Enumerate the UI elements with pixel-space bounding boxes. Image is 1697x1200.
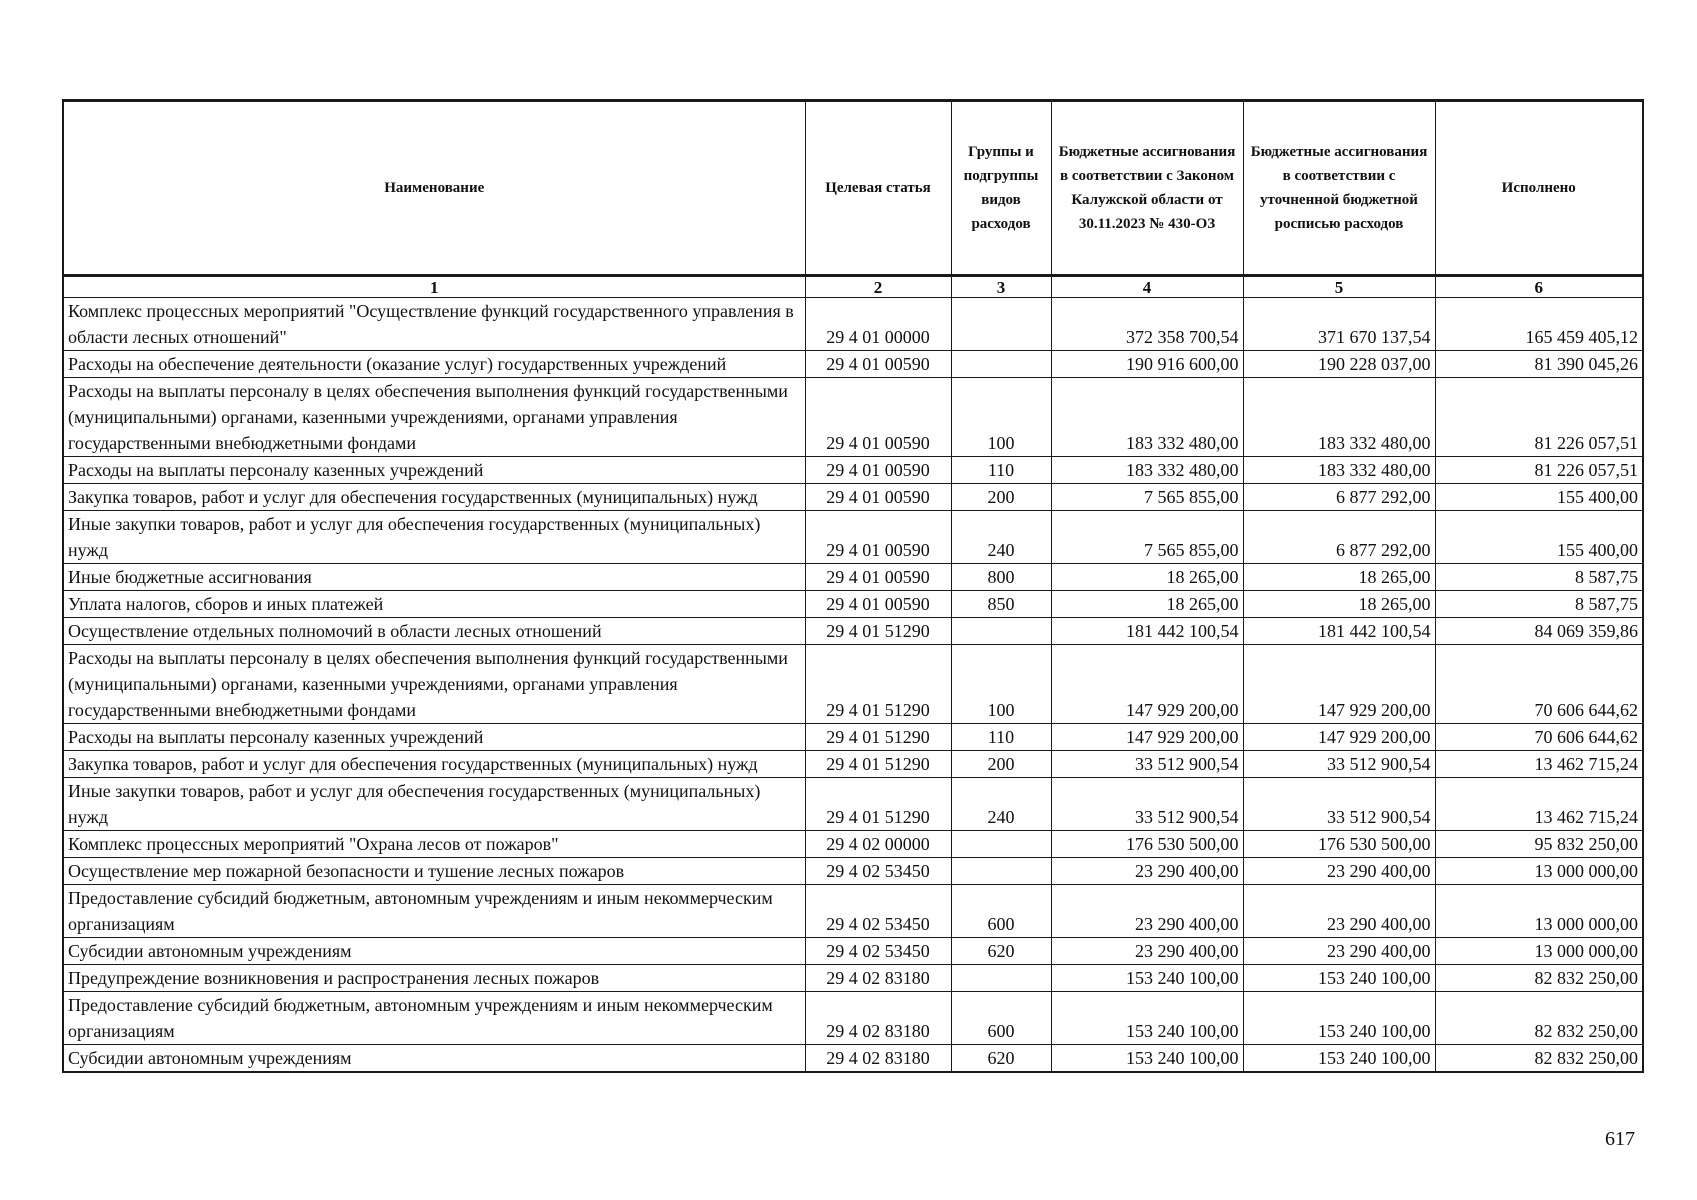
row-executed-amount: 8 587,75 (1435, 564, 1643, 591)
row-group-code (951, 965, 1051, 992)
table-row (63, 778, 1643, 831)
row-name: Закупка товаров, работ и услуг для обеспечения государственных (муниципальных) нужд (63, 751, 805, 778)
row-law-amount: 372 358 700,54 (1051, 298, 1243, 351)
row-refined-amount: 6 877 292,00 (1243, 484, 1435, 511)
row-law-amount: 183 332 480,00 (1051, 378, 1243, 457)
table-row (63, 618, 1643, 645)
row-refined-amount: 183 332 480,00 (1243, 457, 1435, 484)
row-law-amount: 7 565 855,00 (1051, 511, 1243, 564)
row-name: Расходы на обеспечение деятельности (оказание услуг) государственных учреждений (63, 351, 805, 378)
row-executed-amount: 70 606 644,62 (1435, 645, 1643, 724)
row-executed-amount: 95 832 250,00 (1435, 831, 1643, 858)
row-target-code: 29 4 02 53450 (805, 858, 951, 885)
row-refined-amount: 371 670 137,54 (1243, 298, 1435, 351)
row-refined-amount: 18 265,00 (1243, 591, 1435, 618)
table-row (63, 511, 1643, 564)
row-executed-amount: 13 462 715,24 (1435, 751, 1643, 778)
row-executed-amount: 81 226 057,51 (1435, 457, 1643, 484)
row-name: Расходы на выплаты персоналу в целях обеспечения выполнения функций государственными (муниципальными) органами, казенными учреждениями, органами управления государственными внебюджетными фондами (63, 645, 805, 724)
row-name: Предоставление субсидий бюджетным, автономным учреждениям и иным некоммерческим организациям (63, 992, 805, 1045)
table-row (63, 1045, 1643, 1073)
row-target-code: 29 4 01 00590 (805, 378, 951, 457)
row-refined-amount: 153 240 100,00 (1243, 965, 1435, 992)
table-row (63, 298, 1643, 351)
row-executed-amount: 81 390 045,26 (1435, 351, 1643, 378)
row-law-amount: 181 442 100,54 (1051, 618, 1243, 645)
table-row (63, 938, 1643, 965)
header-name: Наименование (63, 101, 805, 276)
row-target-code: 29 4 02 53450 (805, 938, 951, 965)
row-group-code: 600 (951, 992, 1051, 1045)
row-target-code: 29 4 02 83180 (805, 965, 951, 992)
row-target-code: 29 4 01 51290 (805, 618, 951, 645)
header-executed: Исполнено (1435, 101, 1643, 276)
table-row (63, 645, 1643, 724)
row-target-code: 29 4 01 00590 (805, 511, 951, 564)
row-group-code (951, 618, 1051, 645)
row-group-code: 800 (951, 564, 1051, 591)
row-name: Осуществление мер пожарной безопасности и тушение лесных пожаров (63, 858, 805, 885)
row-law-amount: 33 512 900,54 (1051, 751, 1243, 778)
row-refined-amount: 33 512 900,54 (1243, 751, 1435, 778)
row-target-code: 29 4 01 00590 (805, 564, 951, 591)
budget-table (62, 99, 1644, 1073)
row-law-amount: 23 290 400,00 (1051, 885, 1243, 938)
row-group-code: 620 (951, 1045, 1051, 1073)
row-group-code (951, 351, 1051, 378)
header-row (63, 101, 1643, 276)
table-row (63, 858, 1643, 885)
row-name: Комплекс процессных мероприятий "Осуществление функций государственного управления в области лесных отношений" (63, 298, 805, 351)
column-number: 4 (1051, 276, 1243, 298)
column-number: 5 (1243, 276, 1435, 298)
row-name: Уплата налогов, сборов и иных платежей (63, 591, 805, 618)
row-refined-amount: 18 265,00 (1243, 564, 1435, 591)
column-number: 2 (805, 276, 951, 298)
table-row (63, 564, 1643, 591)
row-executed-amount: 155 400,00 (1435, 511, 1643, 564)
row-target-code: 29 4 01 51290 (805, 724, 951, 751)
row-group-code: 620 (951, 938, 1051, 965)
row-name: Расходы на выплаты персоналу казенных учреждений (63, 724, 805, 751)
row-executed-amount: 165 459 405,12 (1435, 298, 1643, 351)
row-name: Предоставление субсидий бюджетным, автономным учреждениям и иным некоммерческим организациям (63, 885, 805, 938)
row-name: Субсидии автономным учреждениям (63, 938, 805, 965)
table-row (63, 965, 1643, 992)
header-target: Целевая статья (805, 101, 951, 276)
row-law-amount: 33 512 900,54 (1051, 778, 1243, 831)
row-name: Закупка товаров, работ и услуг для обеспечения государственных (муниципальных) нужд (63, 484, 805, 511)
row-target-code: 29 4 01 00590 (805, 457, 951, 484)
table-row (63, 751, 1643, 778)
table-row (63, 591, 1643, 618)
row-name: Расходы на выплаты персоналу казенных учреждений (63, 457, 805, 484)
row-target-code: 29 4 02 83180 (805, 992, 951, 1045)
row-law-amount: 190 916 600,00 (1051, 351, 1243, 378)
row-law-amount: 153 240 100,00 (1051, 1045, 1243, 1073)
row-law-amount: 147 929 200,00 (1051, 645, 1243, 724)
row-target-code: 29 4 01 00590 (805, 591, 951, 618)
row-refined-amount: 183 332 480,00 (1243, 378, 1435, 457)
row-refined-amount: 176 530 500,00 (1243, 831, 1435, 858)
row-executed-amount: 82 832 250,00 (1435, 965, 1643, 992)
row-refined-amount: 23 290 400,00 (1243, 938, 1435, 965)
row-group-code (951, 298, 1051, 351)
row-group-code: 100 (951, 645, 1051, 724)
page-number: 617 (1605, 1128, 1635, 1150)
row-group-code: 110 (951, 724, 1051, 751)
row-executed-amount: 13 000 000,00 (1435, 885, 1643, 938)
column-number: 3 (951, 276, 1051, 298)
row-refined-amount: 153 240 100,00 (1243, 992, 1435, 1045)
table-row (63, 885, 1643, 938)
table-row (63, 484, 1643, 511)
row-name: Комплекс процессных мероприятий "Охрана лесов от пожаров" (63, 831, 805, 858)
header-groups: Группы и подгруппы видов расходов (951, 101, 1051, 276)
row-name: Осуществление отдельных полномочий в области лесных отношений (63, 618, 805, 645)
row-group-code: 850 (951, 591, 1051, 618)
row-target-code: 29 4 01 00000 (805, 298, 951, 351)
row-refined-amount: 6 877 292,00 (1243, 511, 1435, 564)
row-refined-amount: 147 929 200,00 (1243, 645, 1435, 724)
row-law-amount: 23 290 400,00 (1051, 938, 1243, 965)
row-target-code: 29 4 02 00000 (805, 831, 951, 858)
row-executed-amount: 8 587,75 (1435, 591, 1643, 618)
row-law-amount: 23 290 400,00 (1051, 858, 1243, 885)
row-refined-amount: 147 929 200,00 (1243, 724, 1435, 751)
row-group-code: 200 (951, 751, 1051, 778)
row-law-amount: 147 929 200,00 (1051, 724, 1243, 751)
row-target-code: 29 4 01 51290 (805, 778, 951, 831)
row-target-code: 29 4 01 51290 (805, 751, 951, 778)
row-law-amount: 7 565 855,00 (1051, 484, 1243, 511)
row-executed-amount: 81 226 057,51 (1435, 378, 1643, 457)
column-number-row (63, 276, 1643, 298)
budget-table-container (62, 99, 1642, 1073)
row-group-code: 240 (951, 778, 1051, 831)
column-number: 6 (1435, 276, 1643, 298)
row-group-code: 240 (951, 511, 1051, 564)
table-body (63, 298, 1643, 1073)
row-name: Субсидии автономным учреждениям (63, 1045, 805, 1073)
row-law-amount: 18 265,00 (1051, 591, 1243, 618)
row-law-amount: 153 240 100,00 (1051, 965, 1243, 992)
row-refined-amount: 190 228 037,00 (1243, 351, 1435, 378)
row-name: Расходы на выплаты персоналу в целях обеспечения выполнения функций государственными (муниципальными) органами, казенными учреждениями, органами управления государственными внебюджетными фондами (63, 378, 805, 457)
table-row (63, 831, 1643, 858)
row-name: Предупреждение возникновения и распространения лесных пожаров (63, 965, 805, 992)
table-row (63, 351, 1643, 378)
row-target-code: 29 4 02 53450 (805, 885, 951, 938)
row-target-code: 29 4 01 51290 (805, 645, 951, 724)
row-law-amount: 18 265,00 (1051, 564, 1243, 591)
header-law: Бюджетные ассигнования в соответствии с Законом Калужской области от 30.11.2023 № 430-ОЗ (1051, 101, 1243, 276)
row-target-code: 29 4 02 83180 (805, 1045, 951, 1073)
row-name: Иные бюджетные ассигнования (63, 564, 805, 591)
row-refined-amount: 23 290 400,00 (1243, 885, 1435, 938)
row-executed-amount: 70 606 644,62 (1435, 724, 1643, 751)
row-executed-amount: 82 832 250,00 (1435, 1045, 1643, 1073)
row-law-amount: 153 240 100,00 (1051, 992, 1243, 1045)
column-number: 1 (63, 276, 805, 298)
row-group-code (951, 831, 1051, 858)
header-refined: Бюджетные ассигнования в соответствии с уточненной бюджетной росписью расходов (1243, 101, 1435, 276)
row-refined-amount: 23 290 400,00 (1243, 858, 1435, 885)
row-refined-amount: 33 512 900,54 (1243, 778, 1435, 831)
row-name: Иные закупки товаров, работ и услуг для обеспечения государственных (муниципальных) нужд (63, 511, 805, 564)
table-row (63, 457, 1643, 484)
row-refined-amount: 153 240 100,00 (1243, 1045, 1435, 1073)
row-group-code: 100 (951, 378, 1051, 457)
row-executed-amount: 13 000 000,00 (1435, 858, 1643, 885)
table-row (63, 992, 1643, 1045)
row-target-code: 29 4 01 00590 (805, 484, 951, 511)
row-executed-amount: 13 462 715,24 (1435, 778, 1643, 831)
row-executed-amount: 155 400,00 (1435, 484, 1643, 511)
row-executed-amount: 84 069 359,86 (1435, 618, 1643, 645)
row-group-code: 600 (951, 885, 1051, 938)
row-group-code (951, 858, 1051, 885)
row-target-code: 29 4 01 00590 (805, 351, 951, 378)
row-refined-amount: 181 442 100,54 (1243, 618, 1435, 645)
row-group-code: 200 (951, 484, 1051, 511)
row-executed-amount: 82 832 250,00 (1435, 992, 1643, 1045)
row-executed-amount: 13 000 000,00 (1435, 938, 1643, 965)
row-group-code: 110 (951, 457, 1051, 484)
row-name: Иные закупки товаров, работ и услуг для обеспечения государственных (муниципальных) нужд (63, 778, 805, 831)
table-row (63, 724, 1643, 751)
table-row (63, 378, 1643, 457)
row-law-amount: 176 530 500,00 (1051, 831, 1243, 858)
row-law-amount: 183 332 480,00 (1051, 457, 1243, 484)
